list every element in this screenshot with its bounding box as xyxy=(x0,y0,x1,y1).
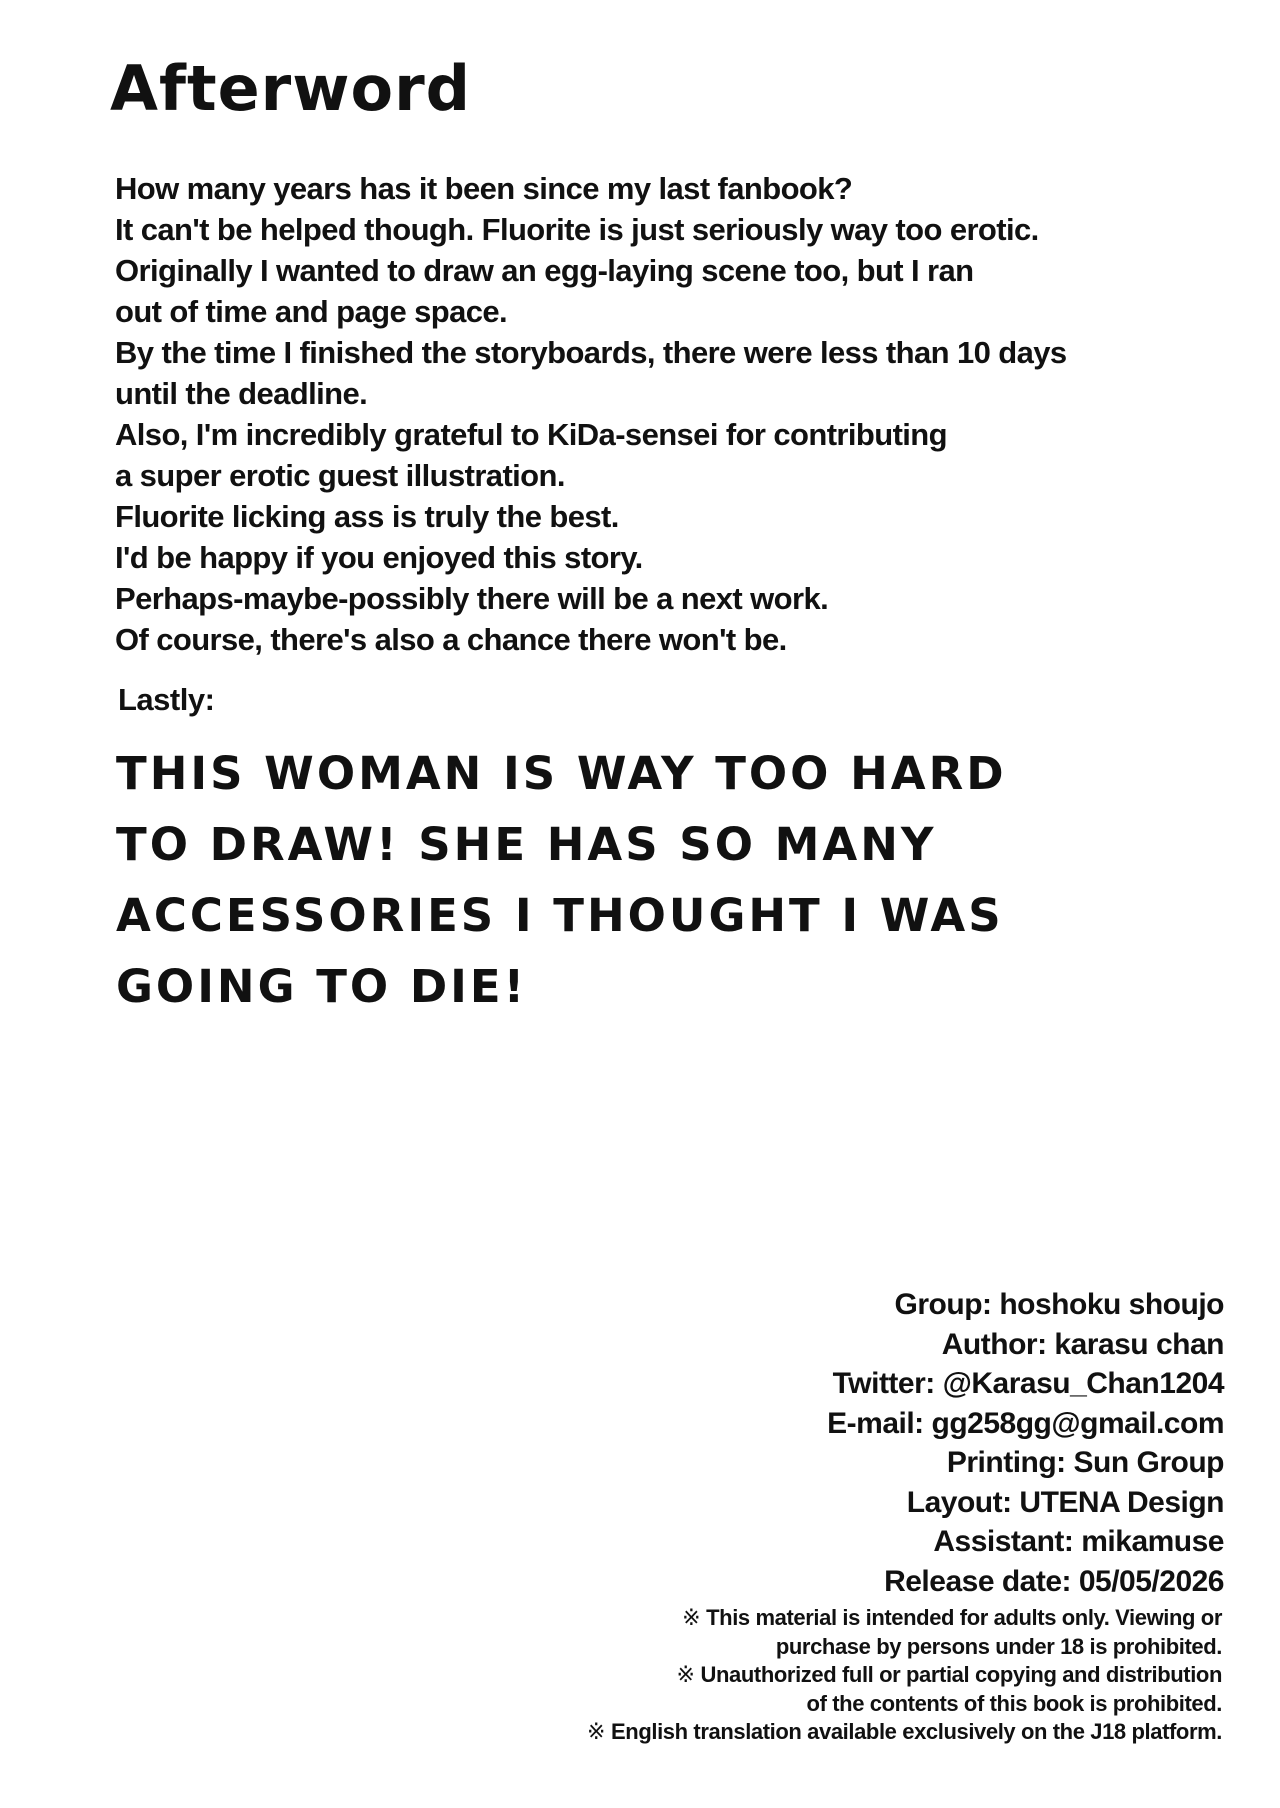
closing-shout xyxy=(116,738,1016,1022)
body-line: Of course, there's also a chance there won't be. xyxy=(115,622,787,657)
shout-line: ACCESSORIES I THOUGHT I WAS xyxy=(116,889,1004,942)
body-line: Fluorite licking ass is truly the best. xyxy=(115,499,619,534)
afterword-body xyxy=(115,168,1195,660)
reference-mark-icon: ※ xyxy=(586,1720,606,1745)
shout-line: THIS WOMAN IS WAY TOO HARD xyxy=(116,747,1007,800)
notice-line: ※ English translation available exclusively on the J18 platform. xyxy=(586,1719,1222,1745)
body-line: Originally I wanted to draw an egg-laying scene too, but I ran xyxy=(115,253,974,288)
body-line: How many years has it been since my last fanbook? xyxy=(115,171,853,206)
credit-layout: Layout: UTENA Design xyxy=(906,1485,1224,1519)
shout-line: GOING TO DIE! xyxy=(116,960,528,1013)
notice-line: ※ This material is intended for adults only. Viewing or xyxy=(682,1605,1222,1631)
body-line: It can't be helped though. Fluorite is just seriously way too erotic. xyxy=(115,212,1039,247)
body-line: By the time I finished the storyboards, there were less than 10 days xyxy=(115,335,1067,370)
body-line: Also, I'm incredibly grateful to KiDa-sensei for contributing xyxy=(115,417,947,452)
credit-printing: Printing: Sun Group xyxy=(946,1446,1224,1479)
credit-release-date: Release date: 05/05/2026 xyxy=(884,1564,1224,1598)
legal-notices xyxy=(587,1604,1222,1747)
credit-twitter: Twitter: @Karasu_Chan1204 xyxy=(832,1367,1224,1400)
credit-group: Group: hoshoku shoujo xyxy=(894,1288,1224,1321)
body-line: out of time and page space. xyxy=(115,294,508,329)
body-line: until the deadline. xyxy=(115,376,368,411)
shout-line: TO DRAW! SHE HAS SO MANY xyxy=(116,818,937,871)
body-line: I'd be happy if you enjoyed this story. xyxy=(115,540,643,575)
credits-block xyxy=(827,1285,1224,1601)
credit-assistant: Assistant: mikamuse xyxy=(933,1525,1224,1558)
credit-author: Author: karasu chan xyxy=(941,1327,1224,1361)
reference-mark-icon: ※ xyxy=(676,1663,695,1688)
lastly-label: Lastly: xyxy=(118,682,215,717)
notice-line: ※ Unauthorized full or partial copying and distribution xyxy=(676,1662,1222,1688)
page-title: Afterword xyxy=(110,52,472,125)
body-line: a super erotic guest illustration. xyxy=(115,458,565,493)
reference-mark-icon: ※ xyxy=(682,1606,701,1631)
notice-line: purchase by persons under 18 is prohibited. xyxy=(775,1634,1222,1659)
notice-line: of the contents of this book is prohibited. xyxy=(806,1691,1222,1716)
credit-email: E-mail: gg258gg@gmail.com xyxy=(827,1406,1224,1440)
body-line: Perhaps-maybe-possibly there will be a next work. xyxy=(115,581,829,616)
